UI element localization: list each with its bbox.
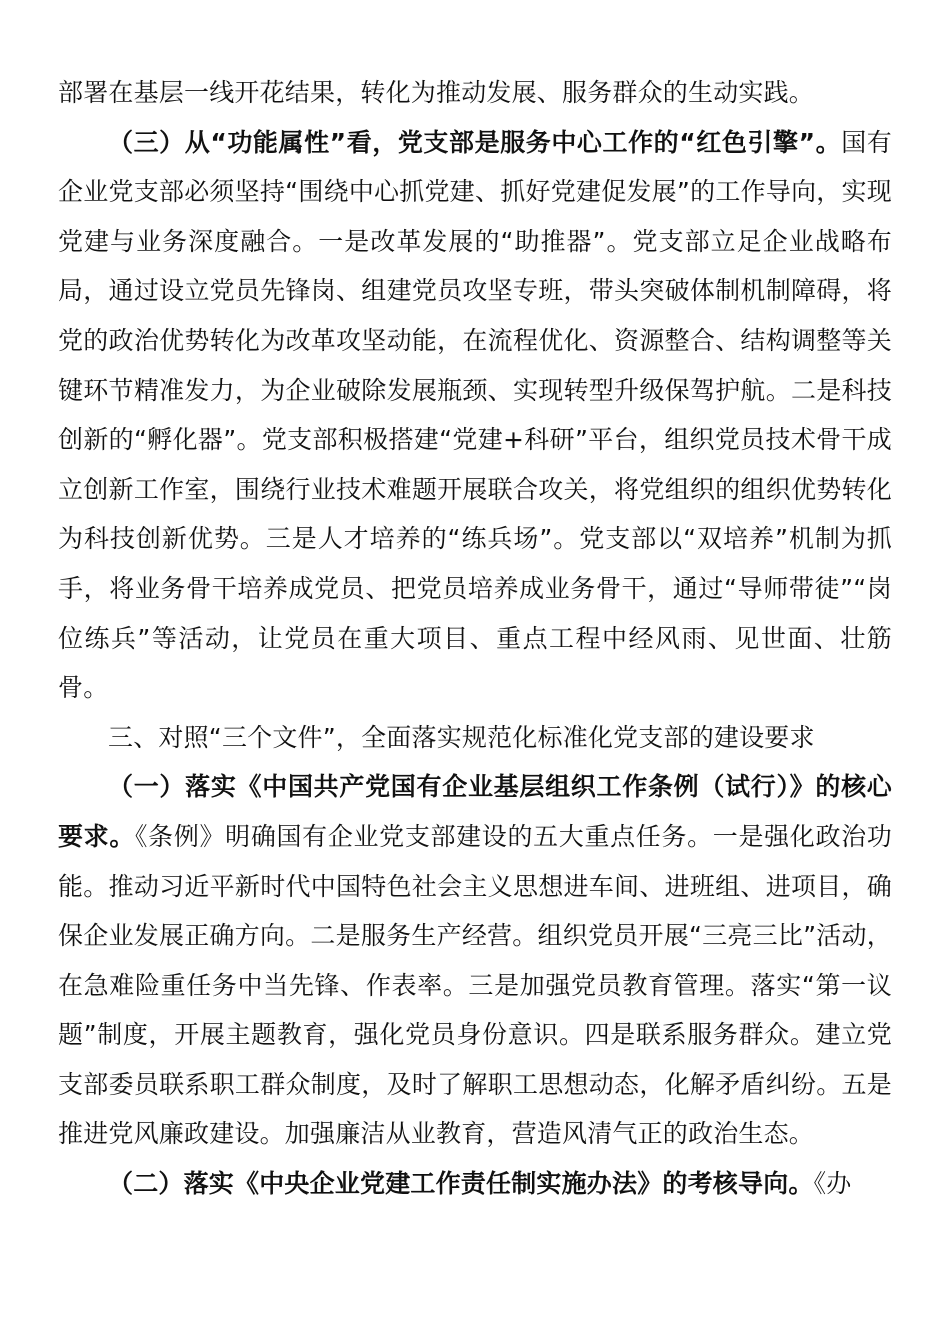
paragraph-5 xyxy=(58,1159,892,1209)
paragraph-4 xyxy=(58,762,892,1159)
section-heading: （一）落实《中国共产党国有企业基层组织工作条例（试行）》的核心要求。 xyxy=(58,772,892,851)
paragraph-1 xyxy=(58,68,892,118)
paragraph-text: 国有企业党支部必须坚持“围绕中心抓党建、抓好党建促发展”的工作导向，实现党建与业务深度融合。一是改革发展的“助推器”。党支部立足企业战略布局，通过设立党员先锋岗、组建党员攻坚专班，带头突破体制机制障碍，将党的政治优势转化为改革攻坚动能，在流程优化、资源整合、结构调整等关键环节精准发力，为企业破除发展瓶颈、实现转型升级保驾护航。二是科技创新的“孵化器”。党支部积极搭建“党建+科研”平台，组织党员技术骨干成立创新工作室，围绕行业技术难题开展联合攻关，将党组织的组织优势转化为科技创新优势。三是人才培养的“练兵场”。党支部以“双培养”机制为抓手，将业务骨干培养成党员、把党员培养成业务骨干，通过“导师带徒”“岗位练兵”等活动，让党员在重大项目、重点工程中经风雨、见世面、壮筋骨。 xyxy=(58,127,892,703)
paragraph-text: 《办 xyxy=(813,1169,852,1199)
chapter-heading: 三、对照“三个文件”，全面落实规范化标准化党支部的建设要求 xyxy=(108,722,815,752)
paragraph-text: 《条例》明确国有企业党支部建设的五大重点任务。一是强化政治功能。推动习近平新时代中国特色社会主义思想进车间、进班组、进项目，确保企业发展正确方向。二是服务生产经营。组织党员开展“三亮三比”活动，在急难险重任务中当先锋、作表率。三是加强党员教育管理。落实“第一议题”制度，开展主题教育，强化党员身份意识。四是联系服务群众。建立党支部委员联系职工群众制度，及时了解职工思想动态，化解矛盾纠纷。五是推进党风廉政建设。加强廉洁从业教育，营造风清气正的政治生态。 xyxy=(58,821,892,1149)
section-heading: （三）从“功能属性”看，党支部是服务中心工作的“红色引擎”。 xyxy=(108,127,842,157)
paragraph-3 xyxy=(58,713,892,763)
section-heading: （二）落实《中央企业党建工作责任制实施办法》的考核导向。 xyxy=(108,1169,814,1199)
document-page xyxy=(58,68,892,1209)
paragraph-text: 部署在基层一线开花结果，转化为推动发展、服务群众的生动实践。 xyxy=(58,78,815,107)
paragraph-2 xyxy=(58,118,892,713)
